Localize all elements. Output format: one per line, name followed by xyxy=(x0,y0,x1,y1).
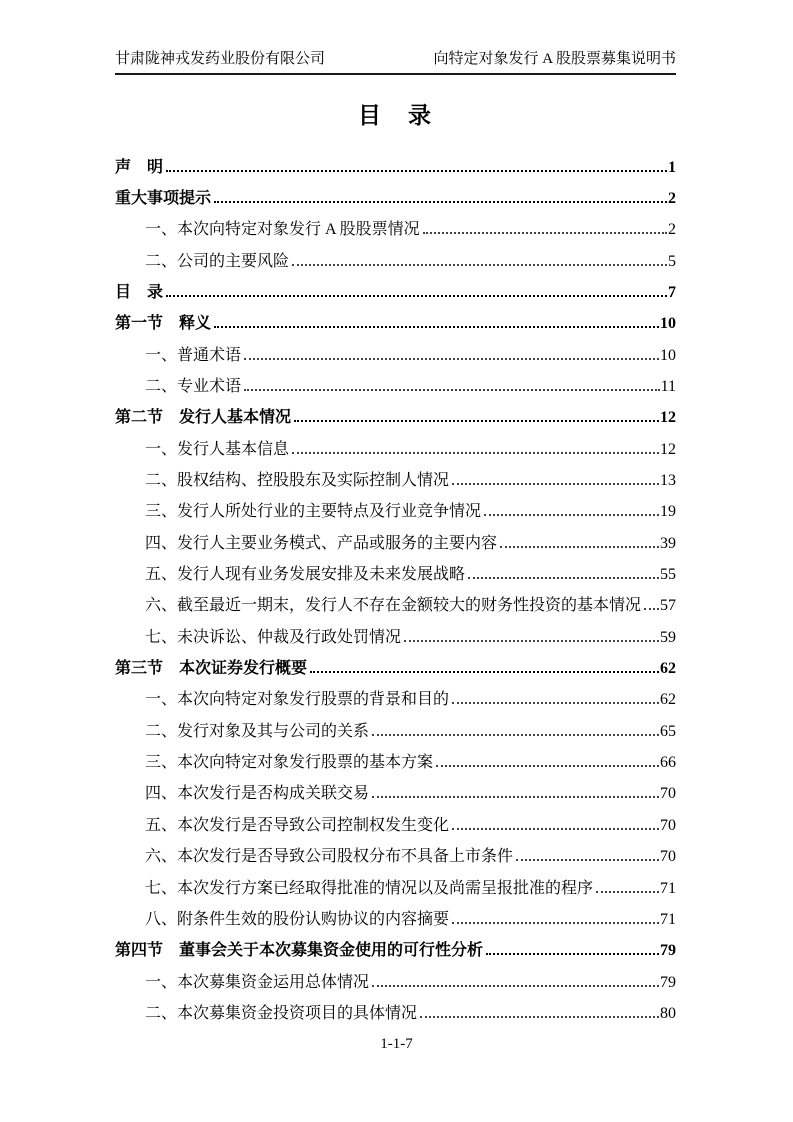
toc-entry xyxy=(115,653,676,684)
toc-entry-label: 第三节 本次证券发行概要 xyxy=(115,660,308,678)
toc-page-number: 79 xyxy=(660,973,676,991)
toc-leader-dots xyxy=(292,452,659,454)
toc-page-number: 71 xyxy=(660,879,676,897)
toc-entry-label: 二、专业术语 xyxy=(145,378,242,395)
toc-page-number: 65 xyxy=(660,722,676,740)
toc-page-number: 55 xyxy=(660,566,676,584)
toc-leader-dots xyxy=(596,891,659,893)
toc-leader-dots xyxy=(420,1016,659,1018)
toc-page-number: 19 xyxy=(660,503,676,521)
toc-entry-label: 目 录 xyxy=(115,283,164,301)
toc-page-number: 57 xyxy=(660,597,676,615)
toc-page-number: 79 xyxy=(660,942,676,960)
toc-page-number: 71 xyxy=(660,910,676,928)
toc-entry xyxy=(115,935,676,966)
toc-entry-label: 第四节 董事会关于本次募集资金使用的可行性分析 xyxy=(115,942,484,960)
toc-entry xyxy=(115,402,676,433)
toc-entry-label: 一、发行人基本信息 xyxy=(145,440,290,458)
toc-page-number: 11 xyxy=(660,378,676,395)
header-document-type: 向特定对象发行 A 股股票募集说明书 xyxy=(433,51,676,67)
toc-leader-dots xyxy=(372,796,659,798)
toc-entry-label: 二、本次募集资金投资项目的具体情况 xyxy=(145,1004,418,1022)
toc-entry xyxy=(115,308,676,339)
toc-entry xyxy=(115,778,676,809)
toc-page-number: 10 xyxy=(660,346,676,364)
toc-entry-label: 七、本次发行方案已经取得批准的情况以及尚需呈报批准的程序 xyxy=(145,879,594,897)
toc-entry xyxy=(115,998,676,1029)
toc-entry xyxy=(115,528,676,559)
toc-page-number: 62 xyxy=(660,660,676,678)
toc-leader-dots xyxy=(423,232,667,234)
toc-leader-dots xyxy=(436,765,659,767)
toc-leader-dots xyxy=(372,985,659,987)
toc-page-number: 70 xyxy=(660,848,676,866)
toc-entry-label: 六、截至最近一期末，发行人不存在金额较大的财务性投资的基本情况 xyxy=(145,597,642,615)
toc-entry-label: 一、本次向特定对象发行 A 股股票情况 xyxy=(145,221,420,239)
toc-page-number: 12 xyxy=(660,409,676,427)
toc-leader-dots xyxy=(166,170,667,172)
toc-entry-label: 二、股权结构、控股股东及实际控制人情况 xyxy=(145,472,450,490)
toc-entry-label: 三、发行人所处行业的主要特点及行业竞争情况 xyxy=(145,503,482,521)
toc-leader-dots xyxy=(292,264,667,266)
toc-entry xyxy=(115,810,676,841)
toc-entry-label: 五、发行人现有业务发展安排及未来发展战略 xyxy=(145,566,466,584)
toc-leader-dots xyxy=(214,201,667,203)
page-header xyxy=(115,0,676,75)
toc-entry xyxy=(115,246,676,277)
toc-page-number: 13 xyxy=(660,472,676,490)
toc-leader-dots xyxy=(452,922,659,924)
toc-leader-dots xyxy=(452,483,659,485)
toc-page-number: 1 xyxy=(668,158,676,176)
toc-leader-dots xyxy=(468,577,659,579)
toc-leader-dots xyxy=(516,859,659,861)
toc-entry-label: 五、本次发行是否导致公司控制权发生变化 xyxy=(145,816,450,834)
toc-page-number: 62 xyxy=(660,691,676,709)
toc-leader-dots xyxy=(294,420,659,422)
toc-entry xyxy=(115,371,676,402)
toc-leader-dots xyxy=(644,608,659,610)
toc-leader-dots xyxy=(404,640,659,642)
toc-entry-label: 四、发行人主要业务模式、产品或服务的主要内容 xyxy=(145,534,498,552)
toc-entry-label: 声 明 xyxy=(115,158,164,176)
toc-leader-dots xyxy=(452,702,659,704)
toc-entry xyxy=(115,183,676,214)
toc-entry-label: 重大事项提示 xyxy=(115,189,212,207)
toc-page-number: 66 xyxy=(660,754,676,772)
toc-entry-label: 第一节 释义 xyxy=(115,315,212,333)
toc-entry xyxy=(115,590,676,621)
toc-entry-label: 一、本次向特定对象发行股票的背景和目的 xyxy=(145,691,450,709)
toc-page-number: 5 xyxy=(668,252,676,270)
toc-page-number: 2 xyxy=(668,189,676,207)
toc-page-number: 70 xyxy=(660,785,676,803)
toc-entry-label: 第二节 发行人基本情况 xyxy=(115,409,292,427)
toc-entry xyxy=(115,622,676,653)
toc-entry xyxy=(115,904,676,935)
toc-entry xyxy=(115,434,676,465)
toc-entry xyxy=(115,152,676,183)
toc-leader-dots xyxy=(484,514,659,516)
toc-page-number: 80 xyxy=(660,1004,676,1022)
toc-entry xyxy=(115,214,676,245)
toc-entry xyxy=(115,841,676,872)
toc-entry xyxy=(115,684,676,715)
toc-entry-label: 四、本次发行是否构成关联交易 xyxy=(145,785,370,803)
toc-entry xyxy=(115,747,676,778)
page-title: 目 录 xyxy=(358,103,433,128)
toc-entry-label: 二、公司的主要风险 xyxy=(145,252,290,270)
table-of-contents xyxy=(115,152,676,1030)
toc-entry-label: 三、本次向特定对象发行股票的基本方案 xyxy=(145,754,434,772)
toc-page-number: 12 xyxy=(660,440,676,458)
toc-page-number: 70 xyxy=(660,816,676,834)
footer-page-number: 1-1-7 xyxy=(380,1036,413,1052)
toc-page-number: 59 xyxy=(660,628,676,646)
toc-leader-dots xyxy=(244,358,659,360)
toc-leader-dots xyxy=(166,295,667,297)
toc-entry xyxy=(115,465,676,496)
toc-entry-label: 二、发行对象及其与公司的关系 xyxy=(145,722,370,740)
toc-entry-label: 六、本次发行是否导致公司股权分布不具备上市条件 xyxy=(145,848,514,866)
toc-entry xyxy=(115,716,676,747)
toc-page-number: 7 xyxy=(668,283,676,301)
toc-leader-dots xyxy=(486,953,659,955)
toc-entry xyxy=(115,873,676,904)
toc-leader-dots xyxy=(452,828,659,830)
toc-entry-label: 一、本次募集资金运用总体情况 xyxy=(145,973,370,991)
toc-entry xyxy=(115,277,676,308)
toc-leader-dots xyxy=(372,734,659,736)
toc-page-number: 2 xyxy=(668,221,676,239)
toc-entry-label: 七、未决诉讼、仲裁及行政处罚情况 xyxy=(145,628,402,646)
toc-leader-dots xyxy=(310,671,659,673)
toc-leader-dots xyxy=(500,546,659,548)
toc-entry xyxy=(115,559,676,590)
toc-entry xyxy=(115,340,676,371)
toc-page-number: 39 xyxy=(660,534,676,552)
toc-entry-label: 八、附条件生效的股份认购协议的内容摘要 xyxy=(145,910,450,928)
toc-entry xyxy=(115,496,676,527)
toc-entry-label: 一、普通术语 xyxy=(145,346,242,364)
toc-leader-dots xyxy=(214,326,659,328)
toc-leader-dots xyxy=(244,389,660,391)
toc-page-number: 10 xyxy=(660,315,676,333)
toc-entry xyxy=(115,967,676,998)
header-company-name: 甘肃陇神戎发药业股份有限公司 xyxy=(115,51,326,67)
